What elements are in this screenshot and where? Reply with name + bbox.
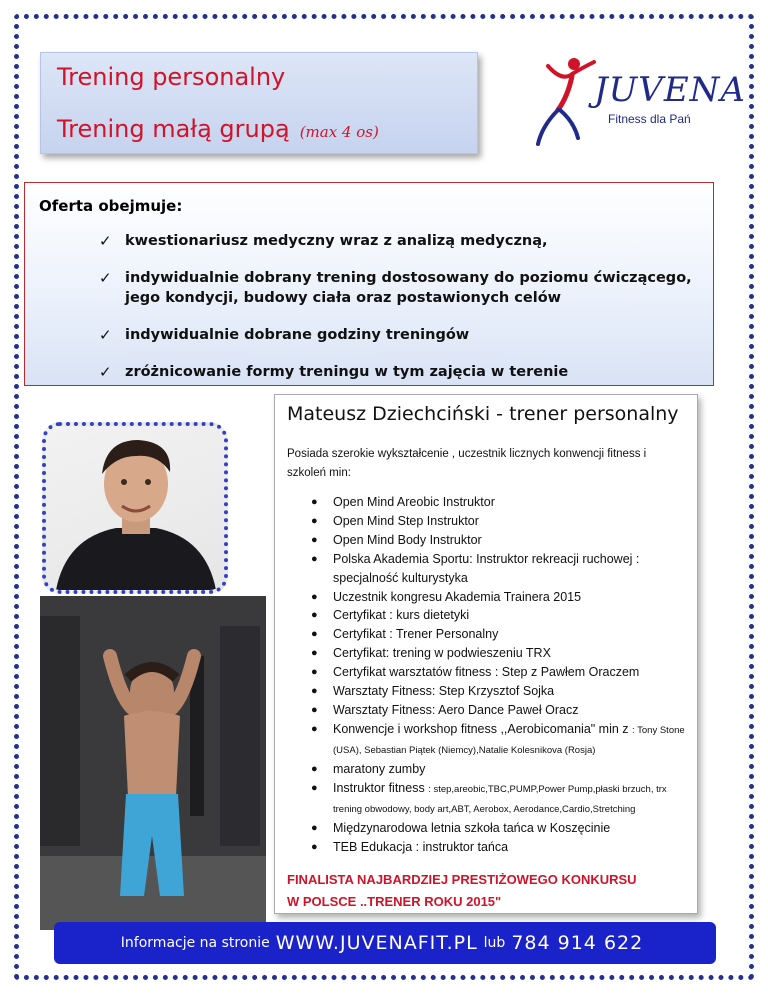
title-small-group-text: Trening małą grupą [57, 115, 290, 143]
finalist-line2: W POLSCE ..TRENER ROKU 2015" [287, 894, 502, 909]
website-link[interactable]: WWW.JUVENAFIT.PL [275, 932, 478, 954]
gym-illustration [40, 596, 266, 930]
offer-list [99, 231, 699, 399]
cert-text: Warsztaty Fitness: Step Krzysztof Sojka [333, 684, 555, 699]
check-icon: ✓ [99, 363, 112, 381]
list-item [307, 644, 691, 663]
cert-text: Certyfikat : kurs dietetyki [333, 608, 470, 623]
footer-or: lub [483, 935, 506, 951]
cert-text: Konwencje i workshop fitness ,,Aerobicomania" min z [333, 721, 629, 736]
cert-detail: : step,areobic,TBC,PUMP,Power Pump,płaski brzuch, trx trening obwodowy, body art,ABT, Aerobox, Aerodance,Cardio,Stretching [333, 783, 667, 815]
list-item [307, 779, 691, 819]
bullet-icon: ● [311, 722, 318, 735]
list-item [307, 838, 691, 857]
title-small-group [57, 115, 379, 143]
offer-item [99, 325, 699, 345]
bullet-icon: ● [311, 821, 318, 834]
list-item [307, 550, 691, 588]
bullet-icon: ● [311, 628, 318, 641]
list-item [307, 588, 691, 607]
check-icon: ✓ [99, 232, 112, 250]
bullet-icon: ● [311, 590, 318, 603]
cert-text: Open Mind Body Instruktor [333, 532, 482, 547]
juvena-logo [528, 52, 746, 152]
offer-item-text: kwestionariusz medyczny wraz z analizą medyczną, [125, 233, 548, 249]
cert-detail: : Tony Stone (USA), Sebastian Piątek (Niemcy),Natalie Kolesnikova (Rosja) [333, 724, 685, 756]
list-item [307, 819, 691, 838]
list-item [307, 760, 691, 779]
footer-contact-bar [54, 922, 716, 964]
cert-text: Polska Akademia Sportu: Instruktor rekreacji ruchowej : specjalność kulturystyka [333, 551, 640, 585]
list-item [307, 531, 691, 550]
finalist-line1: FINALISTA NAJBARDZIEJ PRESTIŻOWEGO KONKURSU [287, 872, 637, 887]
check-icon: ✓ [99, 269, 112, 287]
portrait-illustration [46, 426, 224, 590]
finalist-note [287, 869, 687, 913]
cert-text: Uczestnik kongresu Akademia Trainera 2015 [333, 589, 582, 604]
list-item [307, 625, 691, 644]
list-item [307, 663, 691, 682]
check-icon: ✓ [99, 326, 112, 344]
footer-info-label: Informacje na stronie [120, 935, 270, 951]
phone-number[interactable]: 784 914 622 [511, 932, 644, 954]
offer-box [24, 182, 714, 386]
trainer-intro: Posiada szerokie wykształcenie , uczestnik licznych konwencji fitness i szkoleń min: [287, 448, 647, 479]
trainer-portrait-photo [42, 422, 228, 594]
trainer-name: Mateusz Dziechciński - trener personalny [287, 403, 679, 425]
bullet-icon: ● [311, 781, 318, 794]
bullet-icon: ● [311, 840, 318, 853]
trainer-gym-photo [40, 596, 266, 930]
list-item [307, 606, 691, 625]
cert-text: Certyfikat : Trener Personalny [333, 627, 499, 642]
bullet-icon: ● [311, 552, 318, 565]
title-group-limit: (max 4 os) [299, 123, 379, 141]
cert-text: Warsztaty Fitness: Aero Dance Paweł Oracz [333, 702, 579, 717]
offer-item [99, 268, 699, 308]
offer-item-text: indywidualnie dobrane godziny treningów [125, 327, 470, 343]
title-personal-training: Trening personalny [57, 63, 286, 91]
list-item [307, 512, 691, 531]
list-item [307, 720, 691, 760]
offer-item-text: indywidualnie dobrany trening dostosowany do poziomu ćwiczącego, jego kondycji, budowy ciała oraz postawionych celów [125, 270, 692, 306]
bullet-icon: ● [311, 762, 318, 775]
list-item [307, 701, 691, 720]
cert-text: Instruktor fitness [333, 780, 425, 795]
bullet-icon: ● [311, 703, 318, 716]
offer-item-text: zróżnicowanie formy treningu w tym zajęcia w terenie [125, 364, 569, 380]
list-item [307, 682, 691, 701]
bullet-icon: ● [311, 514, 318, 527]
offer-item [99, 231, 699, 251]
offer-item [99, 362, 699, 382]
trainer-box [274, 394, 698, 914]
bullet-icon: ● [311, 609, 318, 622]
cert-text: Międzynarodowa letnia szkoła tańca w Koszęcinie [333, 820, 611, 835]
bullet-icon: ● [311, 685, 318, 698]
logo-tagline: Fitness dla Pań [608, 112, 691, 126]
list-item [307, 493, 691, 512]
bullet-icon: ● [311, 666, 318, 679]
cert-text: Certyfikat warsztatów fitness : Step z Pawłem Oraczem [333, 665, 640, 680]
cert-text: Open Mind Areobic Instruktor [333, 495, 495, 509]
cert-list [307, 493, 691, 857]
cert-text: Certyfikat: trening w podwieszeniu TRX [333, 646, 551, 661]
logo-brand: JUVENA [594, 70, 746, 110]
cert-text: Open Mind Step Instruktor [333, 513, 479, 528]
bullet-icon: ● [311, 496, 318, 508]
bullet-icon: ● [311, 533, 318, 546]
bullet-icon: ● [311, 647, 318, 660]
offer-title: Oferta obejmuje: [39, 197, 183, 215]
cert-text: TEB Edukacja : instruktor tańca [333, 839, 509, 854]
title-box [40, 52, 478, 154]
cert-text: maratony zumby [333, 761, 426, 776]
